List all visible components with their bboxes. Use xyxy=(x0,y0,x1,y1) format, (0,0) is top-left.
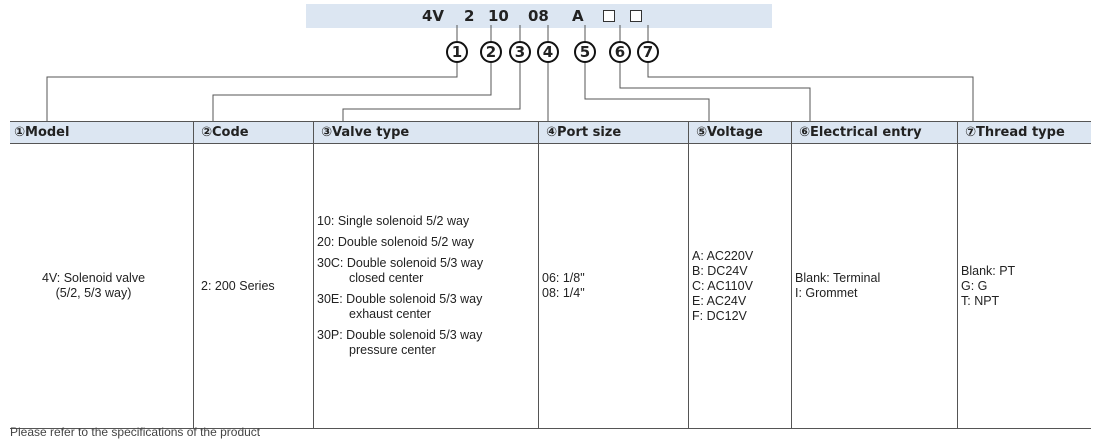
cell-model xyxy=(10,143,193,429)
header-model: ①Model xyxy=(14,124,70,140)
col-divider-3 xyxy=(538,121,539,429)
cell-electrical-entry xyxy=(791,143,957,429)
code-part-voltage: A xyxy=(572,7,584,25)
model-line-1: 4V: Solenoid valve xyxy=(41,271,146,285)
port-size-06: 06: 1/8" xyxy=(542,271,585,285)
number-marker-6: 6 xyxy=(609,41,631,63)
number-marker-2: 2 xyxy=(480,41,502,63)
voltage-a: A: AC220V xyxy=(692,248,754,263)
header-thread-type: ⑦Thread type xyxy=(965,124,1065,140)
cell-valve-type xyxy=(313,143,538,429)
model-line-2: (5/2, 5/3 way) xyxy=(55,286,132,300)
valve-type-30e: 30E: Double solenoid 5/3 way xyxy=(317,292,483,306)
table-top-border xyxy=(10,121,1091,122)
valve-type-30p: 30P: Double solenoid 5/3 way xyxy=(317,328,483,342)
voltage-c: C: AC110V xyxy=(692,278,753,293)
col-divider-4 xyxy=(688,121,689,429)
number-marker-5: 5 xyxy=(574,41,596,63)
cell-port-size xyxy=(538,143,688,429)
voltage-e: E: AC24V xyxy=(692,293,747,308)
number-marker-3: 3 xyxy=(509,41,531,63)
col-divider-2 xyxy=(313,121,314,429)
voltage-b: B: DC24V xyxy=(692,263,748,278)
valve-type-30e-detail: exhaust center xyxy=(349,307,431,321)
header-valve-type: ③Valve type xyxy=(321,124,410,140)
cell-thread-type xyxy=(957,143,1091,429)
number-marker-4: 4 xyxy=(537,41,559,63)
valve-type-10: 10: Single solenoid 5/2 way xyxy=(317,214,470,228)
col-divider-1 xyxy=(193,121,194,429)
thread-type-g: G: G xyxy=(961,278,988,293)
table-header-divider xyxy=(10,143,1091,144)
header-electrical-entry: ⑥Electrical entry xyxy=(799,124,922,140)
code-part-code: 2 xyxy=(464,7,475,25)
valve-type-20: 20: Double solenoid 5/2 way xyxy=(317,235,475,249)
cell-code xyxy=(197,143,313,429)
code-value: 2: 200 Series xyxy=(201,278,275,293)
electrical-entry-blank: Blank: Terminal xyxy=(795,271,881,285)
code-part-port-size: 08 xyxy=(528,7,549,25)
thread-type-pt: Blank: PT xyxy=(961,263,1016,278)
cell-voltage xyxy=(688,143,791,429)
thread-type-npt: T: NPT xyxy=(961,293,1000,308)
number-marker-7: 7 xyxy=(637,41,659,63)
col-divider-6 xyxy=(957,121,958,429)
header-voltage: ⑤Voltage xyxy=(696,124,763,140)
voltage-f: F: DC12V xyxy=(692,308,747,323)
valve-type-30c-detail: closed center xyxy=(349,271,424,285)
header-port-size: ④Port size xyxy=(546,124,622,140)
col-divider-5 xyxy=(791,121,792,429)
code-part-series: 4V xyxy=(422,7,445,25)
electrical-entry-grommet: I: Grommet xyxy=(795,286,858,300)
port-size-08: 08: 1/4" xyxy=(542,286,585,300)
header-code: ②Code xyxy=(201,124,249,140)
valve-type-30p-detail: pressure center xyxy=(349,343,436,357)
code-part-valve-type: 10 xyxy=(488,7,509,25)
valve-type-30c: 30C: Double solenoid 5/3 way xyxy=(317,256,484,270)
footnote: Please refer to the specifications of the product xyxy=(10,425,261,439)
number-marker-1: 1 xyxy=(446,41,468,63)
